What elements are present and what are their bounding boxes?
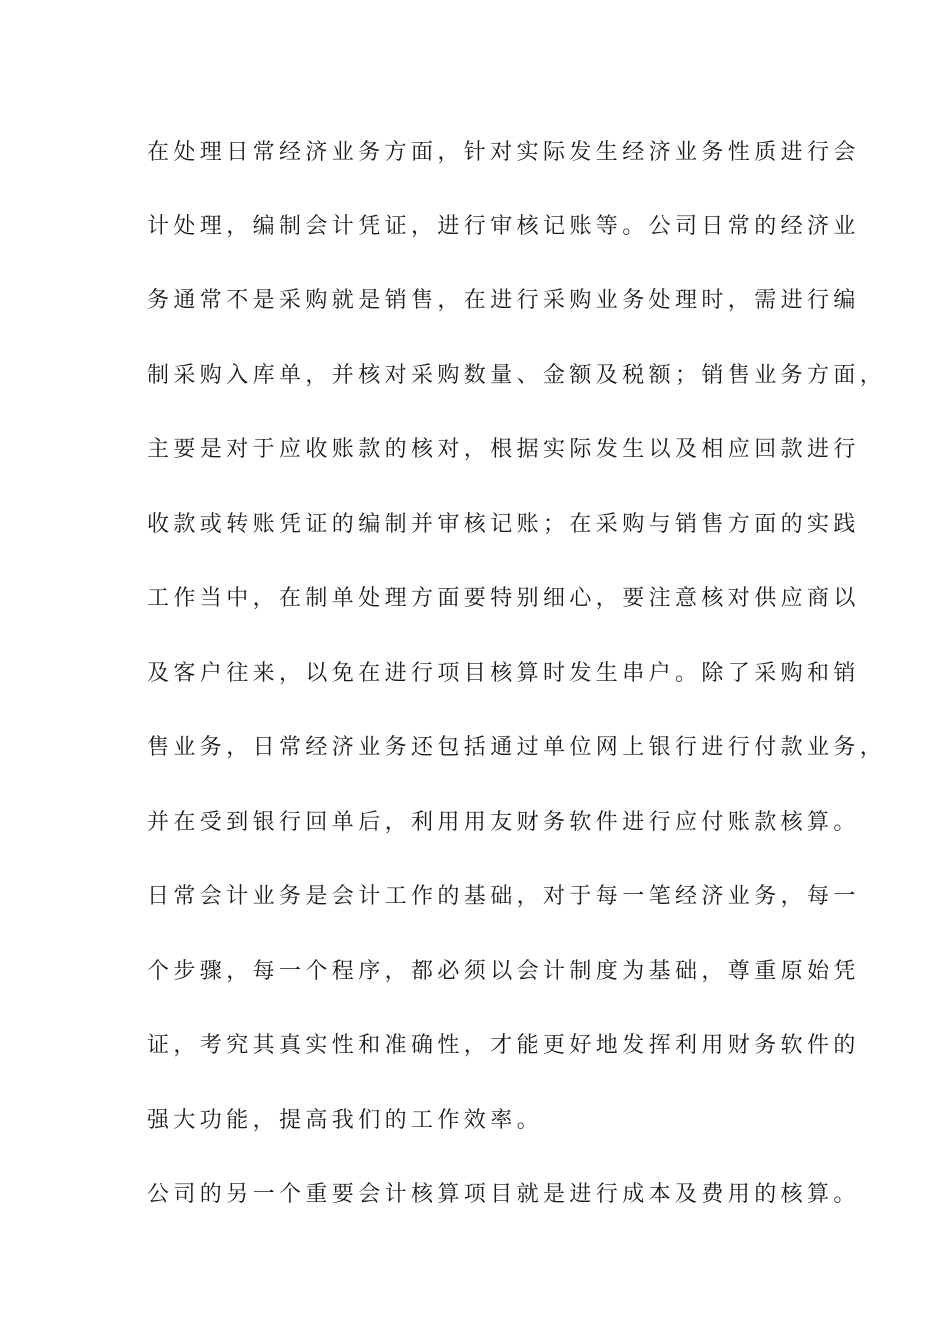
text-line: 制采购入库单，并核对采购数量、金额及税额；销售业务方面， xyxy=(147,363,887,388)
text-line: 收款或转账凭证的编制并审核记账；在采购与销售方面的实践 xyxy=(147,512,860,537)
text-line: 售业务，日常经济业务还包括通过单位网上银行进行付款业务， xyxy=(147,735,887,760)
text-line: 公司的另一个重要会计核算项目就是进行成本及费用的核算。 xyxy=(147,1182,860,1207)
text-line: 证，考究其真实性和准确性，才能更好地发挥利用财务软件的 xyxy=(147,1033,860,1058)
text-line: 并在受到银行回单后，利用用友财务软件进行应付账款核算。 xyxy=(147,810,860,835)
text-line: 强大功能，提高我们的工作效率。 xyxy=(147,1108,544,1133)
text-line: 主要是对于应收账款的核对，根据实际发生以及相应回款进行 xyxy=(147,437,860,462)
text-line: 及客户往来，以免在进行项目核算时发生串户。除了采购和销 xyxy=(147,661,860,686)
text-line: 计处理，编制会计凭证，进行审核记账等。公司日常的经济业 xyxy=(147,214,860,239)
text-line: 在处理日常经济业务方面，针对实际发生经济业务性质进行会 xyxy=(147,140,860,165)
text-line: 务通常不是采购就是销售，在进行采购业务处理时，需进行编 xyxy=(147,288,860,313)
text-line: 工作当中，在制单处理方面要特别细心，要注意核对供应商以 xyxy=(147,586,860,611)
text-line: 个步骤，每一个程序，都必须以会计制度为基础，尊重原始凭 xyxy=(147,959,860,984)
text-line: 日常会计业务是会计工作的基础，对于每一笔经济业务，每一 xyxy=(147,884,860,909)
